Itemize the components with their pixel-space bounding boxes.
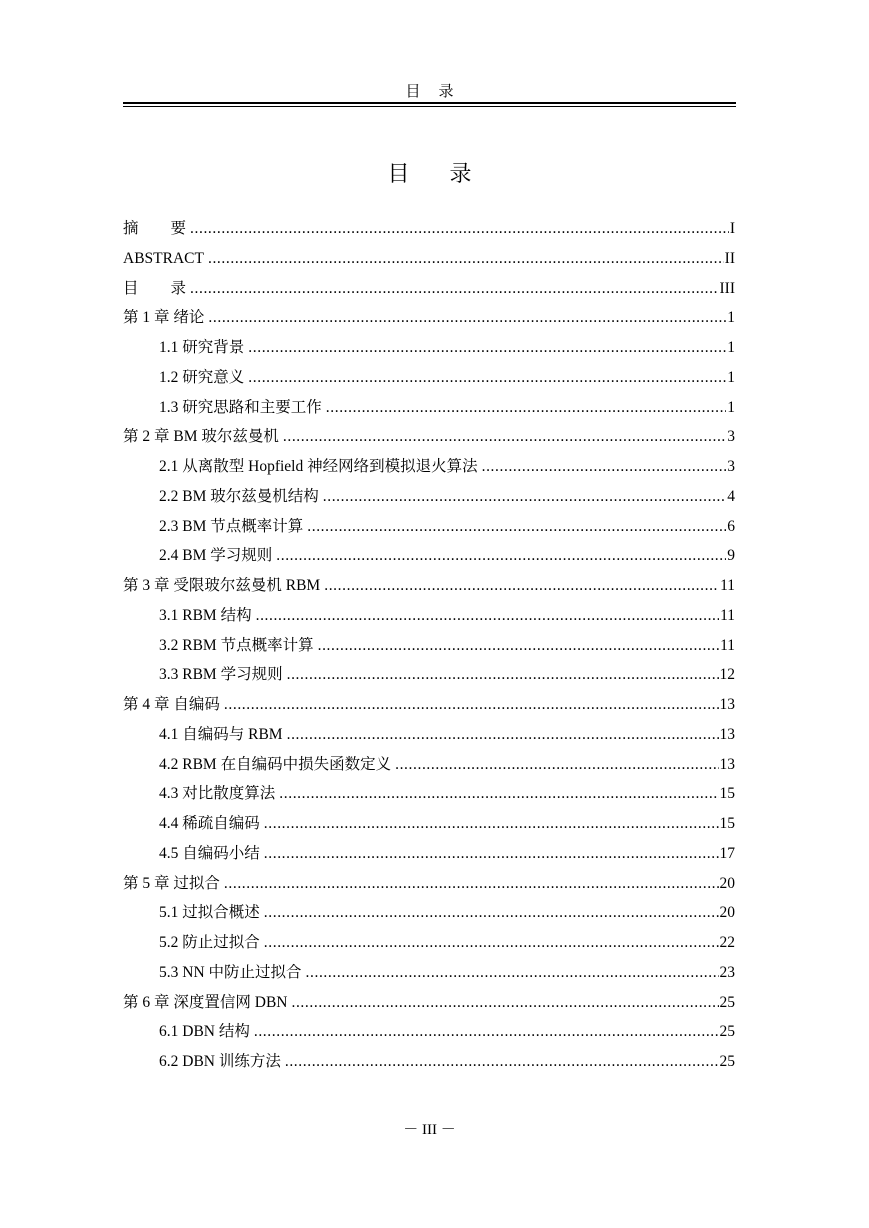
toc-entry-page: 9	[727, 547, 735, 565]
toc-entry-label: 摘要	[123, 220, 219, 237]
toc-entry[interactable]	[123, 217, 735, 247]
toc-entry-label: ABSTRACT	[123, 249, 204, 267]
toc-dot-leader	[283, 425, 726, 449]
toc-dot-leader	[276, 544, 726, 568]
toc-entry-label: 目录	[123, 279, 219, 297]
toc-entry[interactable]	[123, 247, 735, 277]
toc-entry-page: III	[719, 279, 735, 297]
header-rule-thick	[123, 102, 736, 104]
toc-entry-label: 5.3 NN 中防止过拟合	[159, 963, 302, 981]
toc-dot-leader	[264, 812, 719, 836]
page-number: － III －	[403, 1122, 456, 1138]
toc-entry-label: 4.3 对比散度算法	[159, 785, 276, 803]
toc-entry-page: 25	[719, 1023, 735, 1041]
toc-entry[interactable]	[123, 515, 735, 545]
toc-entry[interactable]	[123, 396, 735, 426]
toc-entry[interactable]	[123, 485, 735, 515]
toc-dot-leader	[306, 961, 719, 985]
toc-entry-page: 13	[719, 696, 735, 713]
toc-entry-page: 15	[719, 785, 735, 803]
toc-entry-label: 1.2 研究意义	[159, 368, 245, 386]
toc-entry-page: 3	[727, 458, 735, 475]
toc-dot-leader	[291, 991, 718, 1015]
toc-entry-label: 3.2 RBM 节点概率计算	[159, 636, 314, 654]
toc-dot-leader	[279, 782, 718, 806]
toc-entry-label: 2.4 BM 学习规则	[159, 547, 273, 565]
toc-entry-label: 第 6 章 深度置信网 DBN	[123, 993, 288, 1011]
toc-entry-label: 2.1 从离散型 Hopfield 神经网络到模拟退火算法	[159, 458, 478, 475]
toc-entry[interactable]	[123, 544, 735, 574]
toc-entry-label: 1.3 研究思路和主要工作	[159, 398, 322, 416]
toc-dot-leader	[248, 366, 726, 390]
toc-entry[interactable]	[123, 931, 735, 961]
toc-dot-leader	[208, 306, 726, 330]
toc-dot-leader	[323, 485, 727, 509]
toc-entry[interactable]	[123, 574, 735, 604]
toc-dot-leader	[190, 277, 718, 301]
toc-dot-leader	[482, 455, 727, 479]
toc-entry[interactable]	[123, 634, 735, 664]
toc-entry-label: 5.2 防止过拟合	[159, 934, 260, 951]
toc-entry[interactable]	[123, 723, 735, 753]
toc-dot-leader	[324, 574, 719, 598]
toc-dot-leader	[264, 842, 719, 866]
toc-entry-label: 第 3 章 受限玻尔兹曼机 RBM	[123, 577, 321, 594]
toc-entry-page: 17	[719, 844, 735, 862]
toc-entry[interactable]	[123, 901, 735, 931]
toc-entry-label: 第 2 章 BM 玻尔兹曼机	[123, 428, 279, 446]
toc-entry[interactable]	[123, 1020, 735, 1050]
toc-entry-page: 25	[719, 1053, 735, 1070]
toc-dot-leader	[326, 396, 726, 420]
toc-entry-label: 3.1 RBM 结构	[159, 606, 252, 624]
toc-entry[interactable]	[123, 277, 735, 307]
toc-entry-page: 1	[727, 368, 735, 386]
toc-entry-label: 1.1 研究背景	[159, 339, 245, 356]
toc-entry[interactable]	[123, 366, 735, 396]
toc-dot-leader	[395, 753, 718, 777]
toc-dot-leader	[264, 931, 719, 955]
toc-entry[interactable]	[123, 336, 735, 366]
toc-entry-label: 第 4 章 自编码	[123, 696, 220, 713]
toc-entry-label: 3.3 RBM 学习规则	[159, 666, 283, 684]
toc-entry-label: 第 1 章 绪论	[123, 309, 205, 327]
toc-entry-label: 4.4 稀疏自编码	[159, 815, 260, 832]
toc-entry-label: 第 5 章 过拟合	[123, 874, 220, 892]
toc-title: 目录	[387, 161, 512, 186]
toc-entry-label: 4.1 自编码与 RBM	[159, 725, 283, 743]
toc-entry-page: 1	[727, 339, 735, 356]
toc-entry-page: 3	[727, 428, 735, 446]
toc-dot-leader	[248, 336, 726, 360]
toc-dot-leader	[190, 217, 729, 241]
toc-dot-leader	[318, 634, 719, 658]
toc-entry-page: 13	[719, 725, 735, 743]
toc-entry-page: II	[724, 249, 735, 267]
toc-entry-label: 2.3 BM 节点概率计算	[159, 517, 304, 535]
toc-entry[interactable]	[123, 604, 735, 634]
toc-entry-page: 20	[719, 874, 735, 892]
toc-entry-page: 1	[727, 309, 735, 327]
toc-entry-label: 6.2 DBN 训练方法	[159, 1053, 281, 1070]
toc-entry[interactable]	[123, 842, 735, 872]
toc-entry-page: 11	[720, 636, 735, 654]
toc-entry[interactable]	[123, 753, 735, 783]
toc-entry-page: 20	[719, 904, 735, 922]
toc-entry[interactable]	[123, 306, 735, 336]
toc-entry-page: 22	[719, 934, 735, 951]
toc-dot-leader	[254, 1020, 719, 1044]
toc-entry[interactable]	[123, 663, 735, 693]
toc-dot-leader	[224, 693, 719, 717]
toc-entry-page: 11	[720, 606, 735, 624]
toc-entry-page: I	[729, 220, 735, 237]
toc-entry-page: 15	[719, 815, 735, 832]
toc-entry[interactable]	[123, 425, 735, 455]
toc-entry-page: 12	[719, 666, 735, 684]
toc-entry[interactable]	[123, 991, 735, 1021]
toc-entry-page: 11	[720, 577, 735, 594]
toc-entry[interactable]	[123, 782, 735, 812]
running-header: 目录	[405, 84, 472, 100]
toc-dot-leader	[264, 901, 719, 925]
toc-dot-leader	[285, 1050, 719, 1074]
toc-dot-leader	[287, 723, 719, 747]
toc-entry-page: 13	[719, 755, 735, 773]
toc-dot-leader	[224, 872, 719, 896]
toc-entry-page: 23	[719, 963, 735, 981]
toc-entry-page: 25	[719, 993, 735, 1011]
toc-entry-label: 5.1 过拟合概述	[159, 904, 260, 922]
toc-entry-page: 4	[727, 487, 735, 505]
toc-entry-label: 6.1 DBN 结构	[159, 1023, 250, 1041]
toc-list	[123, 217, 735, 1080]
toc-entry[interactable]	[123, 812, 735, 842]
toc-entry-label: 2.2 BM 玻尔兹曼机结构	[159, 487, 319, 505]
toc-entry[interactable]	[123, 1050, 735, 1080]
toc-entry-page: 6	[727, 517, 735, 535]
toc-entry-label: 4.5 自编码小结	[159, 844, 260, 862]
toc-dot-leader	[287, 663, 719, 687]
toc-entry[interactable]	[123, 693, 735, 723]
toc-dot-leader	[208, 247, 724, 271]
toc-entry-label: 4.2 RBM 在自编码中损失函数定义	[159, 755, 392, 773]
toc-entry[interactable]	[123, 455, 735, 485]
toc-entry[interactable]	[123, 872, 735, 902]
header-rule-thin	[123, 106, 736, 107]
toc-entry[interactable]	[123, 961, 735, 991]
toc-entry-page: 1	[727, 398, 735, 416]
toc-dot-leader	[256, 604, 719, 628]
toc-dot-leader	[307, 515, 726, 539]
